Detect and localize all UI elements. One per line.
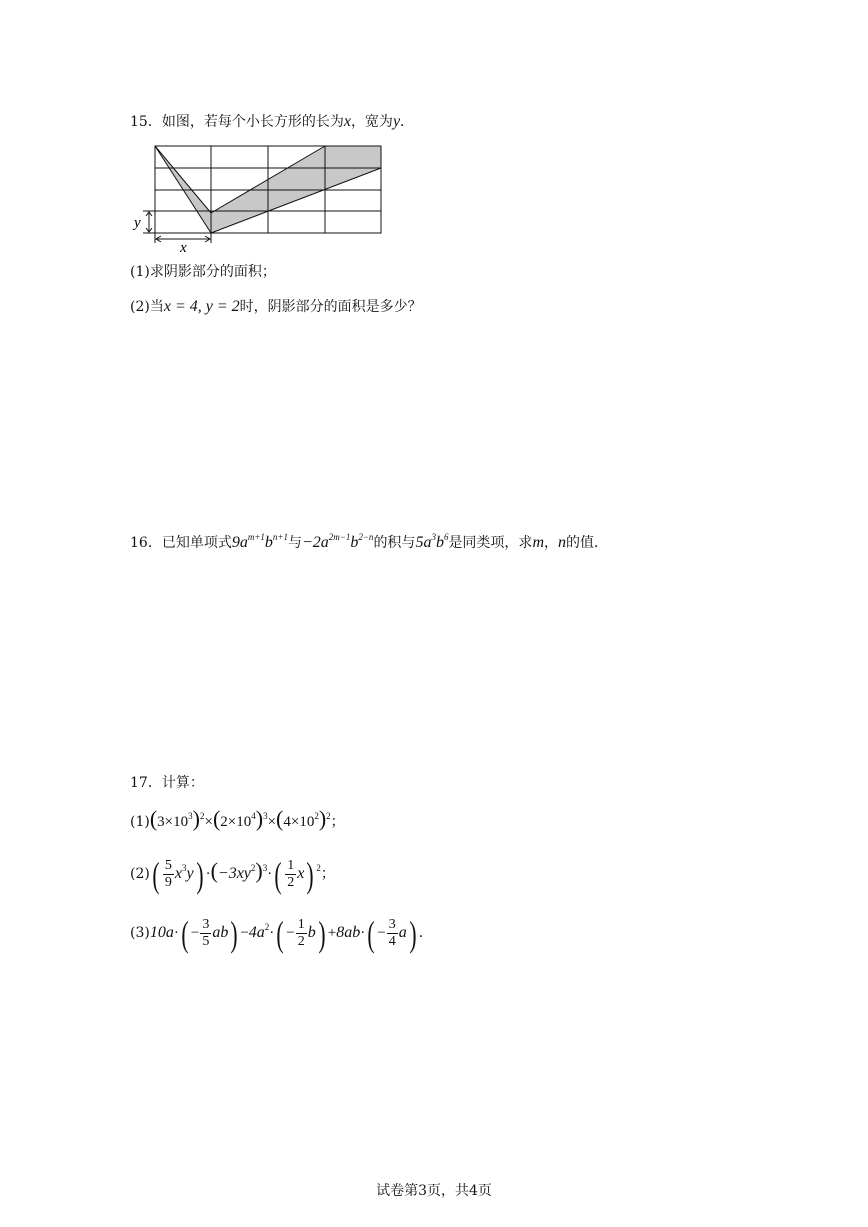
monomial-3: $5a^3b^6$ xyxy=(415,532,449,551)
y-dimension-arrow xyxy=(143,211,155,233)
q16-text-b: 与 xyxy=(287,535,302,551)
monomial-2: $-2a^{2m-1}b^{2-n}$ xyxy=(301,532,374,551)
q15-part2-pre: (2)当 xyxy=(130,299,164,315)
fraction: $\frac{3}{4}$ xyxy=(388,917,396,949)
q16-stem xyxy=(130,533,608,553)
q17-p1-label: (1) xyxy=(130,814,150,830)
q17-stem xyxy=(130,773,204,793)
q15-text: 如图，若每个小长方形的长为 xyxy=(161,114,344,130)
q15-text-b: ，宽为 xyxy=(350,114,393,130)
var-y: y xyxy=(392,113,401,130)
fraction: $\frac{1}{2}$ xyxy=(297,917,305,949)
fraction: $\frac{5}{9}$ xyxy=(164,858,172,890)
q15-part2-post: 时，阴影部分的面积是多少？ xyxy=(239,299,422,315)
q17-part1 xyxy=(130,806,345,832)
q16-end: 的值． xyxy=(566,535,608,551)
q17-p2-expr: ( $\frac{5}{9}$ $x^3y) \cdot(-3xy^2)^3\cdot$( $\frac{1}{2}$ x) $^2$ xyxy=(152,854,321,895)
q17-number: 17． xyxy=(130,775,162,791)
q17-p3-expr: 10a·( − $\frac{3}{5}$ $ab) -4a^2\cdot$( − $\frac{1}{2}$ b) +8ab·( − $\frac{3}{4}$ a) xyxy=(149,913,417,954)
q16-sep: ， xyxy=(544,535,558,551)
var-n: n xyxy=(558,534,566,551)
q15-number: 15． xyxy=(130,114,162,130)
q17-p1-expr: $(3\times 10^3)^2\times(2\times 10^4)^3\times(4\times 10^2)^2$ xyxy=(149,806,331,831)
fraction: $\frac{3}{5}$ xyxy=(202,917,210,949)
q16-text-c: 的积与 xyxy=(373,535,416,551)
fig-label-x: x xyxy=(180,240,187,255)
q17-p3-label: (3) xyxy=(130,924,150,941)
var-x: x xyxy=(343,113,351,130)
q17-p1-end: ； xyxy=(330,814,345,830)
q17-title: 计算： xyxy=(161,775,204,791)
fraction: $\frac{1}{2}$ xyxy=(287,858,295,890)
q15-part1: (1)求阴影部分的面积； xyxy=(130,264,276,280)
q16-number: 16． xyxy=(130,535,162,551)
fig-label-y: y xyxy=(134,215,141,231)
q15-part2-math: x = 4, y = 2 xyxy=(163,298,240,315)
q17-p2-label: (2) xyxy=(130,865,150,882)
q15-stem xyxy=(130,112,414,132)
rectangle-grid-figure xyxy=(130,140,390,255)
page-footer: 试卷第3页，共4页 xyxy=(376,1183,492,1199)
q17-part3 xyxy=(130,913,433,954)
q16-text-a: 已知单项式 xyxy=(161,535,232,551)
q17-p3-end: ． xyxy=(418,924,433,941)
q17-part2 xyxy=(130,854,335,895)
var-m: m xyxy=(532,534,544,551)
monomial-1: $9a^{m+1}b^{n+1}$ xyxy=(231,532,288,551)
q16-text-d: 是同类项，求 xyxy=(448,535,533,551)
q15-end: ． xyxy=(400,114,415,130)
q17-p2-end: ； xyxy=(320,865,335,882)
q15-part2 xyxy=(130,297,422,317)
